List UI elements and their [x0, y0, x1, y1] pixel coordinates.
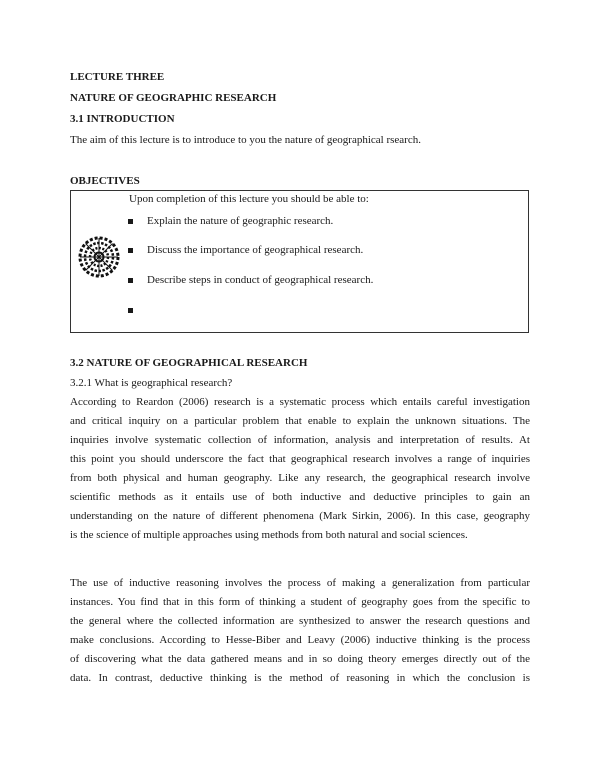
objectives-intro: Upon completion of this lecture you should be able to: — [129, 193, 369, 205]
objective-item-text: Discuss the importance of geographical research. — [147, 244, 364, 256]
paragraph-line: instances. You find that in this form of thinking a student of geography goes from the specific to — [70, 596, 530, 608]
objective-item-text: Explain the nature of geographic research. — [147, 215, 334, 227]
lecture-title: NATURE OF GEOGRAPHIC RESEARCH — [70, 92, 277, 104]
bullet-icon — [128, 308, 133, 313]
objective-item-text: Describe steps in conduct of geographical research. — [147, 274, 374, 286]
paragraph-line: is the science of multiple approaches using methods from both natural and social sciences. — [70, 529, 468, 541]
paragraph-line: inquiries involve systematic collection of information, analysis and interpretation of results. At — [70, 434, 530, 446]
section-heading-nature: 3.2 NATURE OF GEOGRAPHICAL RESEARCH — [70, 357, 308, 369]
paragraph-research-definition — [70, 393, 530, 545]
lecture-label: LECTURE THREE — [70, 71, 165, 83]
paragraph-line: the general where the collected information are synthesized to answer the research questions and — [70, 615, 530, 627]
objectives-heading: OBJECTIVES — [70, 175, 140, 187]
introduction-text: The aim of this lecture is to introduce to you the nature of geographical rsearch. — [70, 134, 421, 146]
paragraph-line: and critical inquiry on a particular problem that enable to explain the unknown situations. The — [70, 415, 530, 427]
bullet-icon — [128, 248, 133, 253]
bullet-icon — [128, 219, 133, 224]
objective-item — [147, 244, 363, 256]
paragraph-line: this point you should underscore the fact that geographical research involves a range of inquiries — [70, 453, 530, 465]
paragraph-line: According to Reardon (2006) research is a systematic process which entails careful investigation — [70, 396, 530, 408]
decorative-emblem-icon — [78, 236, 120, 278]
paragraph-line: make conclusions. According to Hesse-Biber and Leavy (2006) inductive thinking is the process — [70, 634, 530, 646]
paragraph-line: of discovering what the data gathered means and in so doing theory emerges directly out of the — [70, 653, 530, 665]
objective-item — [147, 274, 373, 286]
paragraph-line: from both physical and human geography. Like any research, the geographical research involve — [70, 472, 530, 484]
paragraph-inductive-reasoning — [70, 574, 530, 688]
paragraph-line: understanding on the nature of different phenomena (Mark Sirkin, 2006). In this case, geography — [70, 510, 530, 522]
subsection-heading: 3.2.1 What is geographical research? — [70, 377, 233, 389]
objective-item — [147, 215, 333, 227]
paragraph-line: The use of inductive reasoning involves the process of making a generalization from particular — [70, 577, 530, 589]
bullet-icon — [128, 278, 133, 283]
section-heading-introduction: 3.1 INTRODUCTION — [70, 113, 175, 125]
paragraph-line: scientific methods as it entails use of both inductive and deductive principles to gain an — [70, 491, 530, 503]
paragraph-line: data. In contrast, deductive thinking is the method of reasoning in which the conclusion is — [70, 672, 530, 684]
objectives-box — [70, 190, 529, 333]
